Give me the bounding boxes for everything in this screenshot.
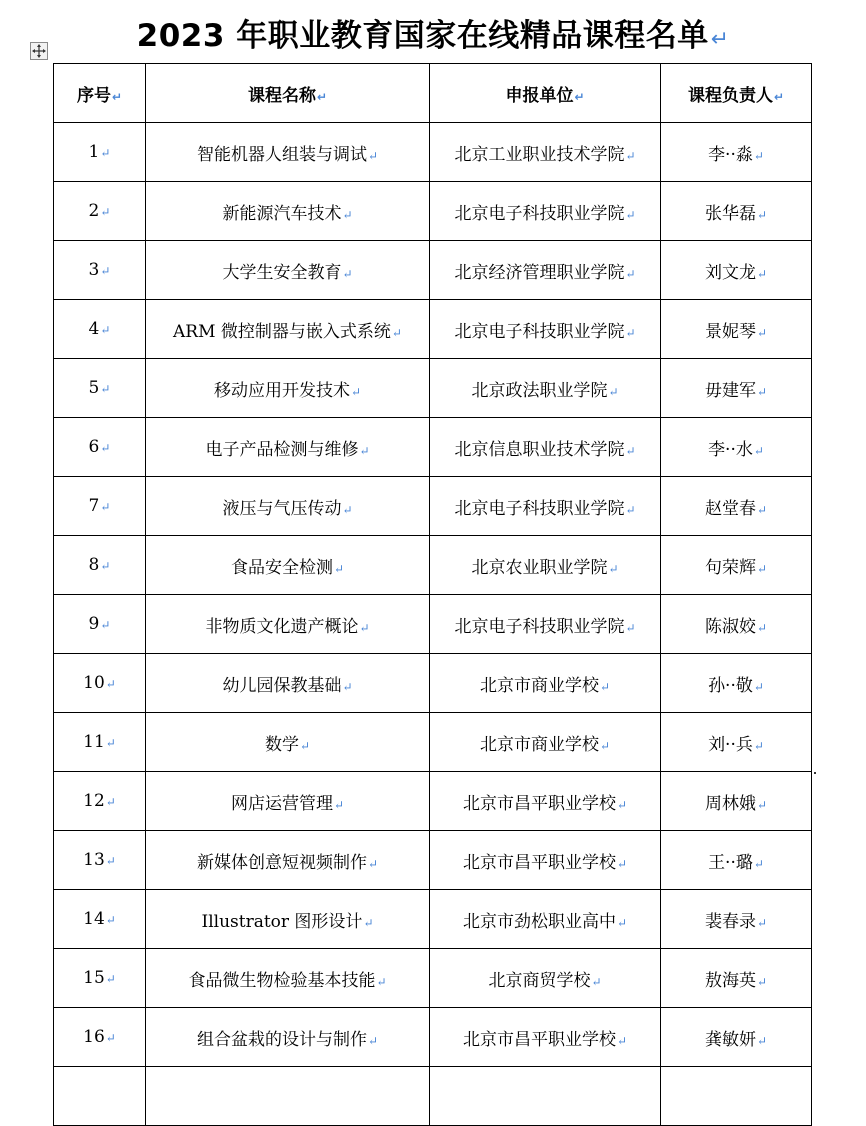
cell-index-text: 10 (83, 673, 105, 693)
cell-owner[interactable] (661, 241, 812, 300)
paragraph-mark-icon: ↵ (625, 148, 636, 163)
cell-index[interactable] (54, 831, 146, 890)
cell-index[interactable] (54, 359, 146, 418)
cell-index-text: 4 (88, 319, 100, 339)
header-owner (661, 64, 812, 123)
cell-owner[interactable] (661, 123, 812, 182)
cell-index-text: 2 (88, 201, 100, 221)
cell-course-text: 数学 (264, 734, 299, 755)
cell-unit-text: 北京市昌平职业学校 (462, 852, 616, 873)
paragraph-mark-icon: ↵ (756, 915, 768, 930)
cell-unit[interactable] (430, 123, 661, 182)
cell-unit-text: 北京电子科技职业学院 (454, 321, 625, 342)
page-title (0, 14, 866, 62)
paragraph-mark-icon: ↵ (100, 264, 111, 278)
cell-unit-text: 北京工业职业技术学院 (454, 144, 625, 165)
cell-owner-text: 景妮琴 (704, 321, 756, 342)
table-row (54, 123, 812, 182)
paragraph-mark-icon: ↵ (100, 441, 111, 455)
table-row (54, 418, 812, 477)
cell-unit[interactable] (430, 772, 661, 831)
cell-unit-text: 北京电子科技职业学院 (454, 203, 625, 224)
table-row (54, 713, 812, 772)
cell-course[interactable] (146, 536, 430, 595)
cell-course-text: 新媒体创意短视频制作 (196, 852, 367, 873)
cell-owner[interactable] (661, 595, 812, 654)
cell-unit-text: 北京电子科技职业学院 (454, 616, 625, 637)
cell-unit[interactable] (430, 477, 661, 536)
table-row (54, 654, 812, 713)
cell-course[interactable] (146, 890, 430, 949)
cell-course-text: 食品微生物检验基本技能 (188, 970, 376, 991)
cell-owner[interactable] (661, 1067, 812, 1126)
paragraph-mark-icon: ↵ (625, 502, 636, 517)
course-table (53, 63, 812, 1126)
cell-unit-text: 北京商贸学校 (488, 970, 591, 991)
cell-owner-text: 赵堂春 (704, 498, 756, 519)
cell-course-text: 组合盆栽的设计与制作 (196, 1029, 367, 1050)
cell-course-text: 非物质文化遗产概论 (205, 616, 359, 637)
cell-owner-text: 张华磊 (704, 203, 756, 224)
paragraph-mark-icon: ↵ (100, 618, 111, 632)
cell-unit[interactable] (430, 241, 661, 300)
table-header-row (54, 64, 812, 123)
cell-course[interactable] (146, 831, 430, 890)
cell-unit-text: 北京政法职业学院 (471, 380, 608, 401)
header-index (54, 64, 146, 123)
cell-index-text: 12 (83, 791, 105, 811)
cell-course-text: 移动应用开发技术 (213, 380, 350, 401)
paragraph-mark-icon: ↵ (625, 443, 636, 458)
cell-owner[interactable] (661, 300, 812, 359)
paragraph-mark-icon: ↵ (756, 384, 768, 399)
cell-course[interactable] (146, 123, 430, 182)
cell-owner[interactable] (661, 477, 812, 536)
cell-index[interactable] (54, 1008, 146, 1067)
cell-owner-text: 裴春录 (704, 911, 756, 932)
paragraph-mark-icon: ↵ (756, 207, 768, 222)
cell-unit-text: 北京市商业学校 (479, 734, 599, 755)
cell-owner-text: 句荣辉 (704, 557, 756, 578)
cell-owner[interactable] (661, 418, 812, 477)
paragraph-mark-icon: ↵ (773, 89, 785, 104)
cell-course[interactable] (146, 1008, 430, 1067)
paragraph-mark-icon: ↵ (753, 738, 764, 753)
cell-index-text: 15 (83, 968, 105, 988)
cell-owner-text: 毋建军 (704, 380, 756, 401)
paragraph-mark-icon: ↵ (616, 856, 628, 871)
header-index-label: 序号 (76, 85, 111, 106)
paragraph-mark-icon: ↵ (591, 974, 602, 989)
cell-index[interactable] (54, 949, 146, 1008)
cell-unit-text: 北京市劲松职业高中 (462, 911, 616, 932)
cell-index-text: 11 (83, 732, 105, 752)
paragraph-mark-icon: ↵ (616, 915, 628, 930)
paragraph-mark-icon: ↵ (105, 854, 116, 868)
paragraph-mark-icon: ↵ (342, 207, 353, 222)
cell-index-text: 9 (88, 614, 100, 634)
cell-course-text: ARM 微控制器与嵌入式系统 (173, 321, 391, 342)
cell-index[interactable] (54, 536, 146, 595)
stray-dot (814, 772, 816, 774)
cell-course-text: Illustrator 图形设计 (201, 911, 363, 932)
cell-course[interactable] (146, 300, 430, 359)
table-row (54, 890, 812, 949)
paragraph-mark-icon: ↵ (376, 974, 387, 989)
paragraph-mark-icon: ↵ (333, 797, 345, 812)
paragraph-mark-icon: ↵ (105, 972, 116, 986)
table-row (54, 1067, 812, 1126)
paragraph-mark-icon: ↵ (753, 443, 764, 458)
paragraph-mark-icon: ↵ (756, 620, 768, 635)
cell-index-text: 8 (88, 555, 100, 575)
cell-unit-text: 北京市昌平职业学校 (462, 793, 616, 814)
cell-unit[interactable] (430, 418, 661, 477)
cell-owner[interactable] (661, 1008, 812, 1067)
table-body (54, 123, 812, 1126)
paragraph-mark-icon: ↵ (342, 679, 353, 694)
paragraph-mark-icon: ↵ (756, 797, 768, 812)
paragraph-mark-icon: ↵ (316, 89, 328, 104)
paragraph-mark-icon: ↵ (616, 797, 628, 812)
paragraph-mark-icon: ↵ (105, 795, 116, 809)
paragraph-mark-icon: ↵ (100, 205, 111, 219)
paragraph-mark-icon: ↵ (574, 89, 585, 104)
cell-owner-text: 李··水 (708, 439, 753, 460)
table-row (54, 359, 812, 418)
cell-owner-text: 李··淼 (708, 144, 753, 165)
cell-index[interactable] (54, 1067, 146, 1126)
cell-unit[interactable] (430, 300, 661, 359)
paragraph-mark-icon: ↵ (342, 266, 353, 281)
cell-owner[interactable] (661, 831, 812, 890)
paragraph-mark-icon: ↵ (333, 561, 345, 576)
cell-index-text: 3 (88, 260, 100, 280)
cell-course[interactable] (146, 654, 430, 713)
paragraph-mark-icon: ↵ (100, 323, 111, 337)
paragraph-mark-icon: ↵ (625, 325, 636, 340)
paragraph-mark-icon: ↵ (100, 146, 111, 160)
cell-index-text: 16 (83, 1027, 105, 1047)
cell-owner[interactable] (661, 713, 812, 772)
paragraph-mark-icon: ↵ (710, 27, 730, 52)
paragraph-mark-icon: ↵ (756, 974, 768, 989)
paragraph-mark-icon: ↵ (599, 679, 611, 694)
cell-owner[interactable] (661, 772, 812, 831)
cell-index[interactable] (54, 300, 146, 359)
table-row (54, 595, 812, 654)
table-row (54, 949, 812, 1008)
cell-index[interactable] (54, 241, 146, 300)
cell-index[interactable] (54, 654, 146, 713)
cell-owner-text: 周林娥 (704, 793, 756, 814)
cell-course-text: 新能源汽车技术 (222, 203, 342, 224)
header-owner-label: 课程负责人 (687, 85, 773, 106)
paragraph-mark-icon: ↵ (608, 384, 619, 399)
cell-unit[interactable] (430, 1008, 661, 1067)
paragraph-mark-icon: ↵ (756, 325, 768, 340)
cell-unit[interactable] (430, 890, 661, 949)
paragraph-mark-icon: ↵ (753, 856, 764, 871)
cell-index[interactable] (54, 123, 146, 182)
cell-index-text: 7 (88, 496, 100, 516)
paragraph-mark-icon: ↵ (100, 559, 111, 573)
cell-unit-text: 北京信息职业技术学院 (454, 439, 625, 460)
paragraph-mark-icon: ↵ (363, 915, 374, 930)
table-row (54, 831, 812, 890)
cell-course-text: 电子产品检测与维修 (205, 439, 359, 460)
table-row (54, 1008, 812, 1067)
cell-index[interactable] (54, 182, 146, 241)
table-row (54, 477, 812, 536)
cell-owner[interactable] (661, 182, 812, 241)
cell-course[interactable] (146, 713, 430, 772)
cell-course[interactable] (146, 949, 430, 1008)
header-course-label: 课程名称 (247, 85, 316, 106)
paragraph-mark-icon: ↵ (105, 736, 116, 750)
cell-owner-text: 刘··兵 (708, 734, 753, 755)
paragraph-mark-icon: ↵ (599, 738, 611, 753)
table-move-handle-icon[interactable] (30, 42, 48, 60)
paragraph-mark-icon: ↵ (616, 1033, 628, 1048)
cell-index[interactable] (54, 595, 146, 654)
cell-owner-text: 龚敏妍 (704, 1029, 756, 1050)
cell-course[interactable] (146, 241, 430, 300)
cell-course-text: 智能机器人组装与调试 (196, 144, 367, 165)
paragraph-mark-icon: ↵ (753, 148, 764, 163)
cell-unit[interactable] (430, 536, 661, 595)
cell-index-text: 13 (83, 850, 105, 870)
header-unit-label: 申报单位 (505, 85, 574, 106)
table-row (54, 182, 812, 241)
cell-course[interactable] (146, 359, 430, 418)
table-row (54, 772, 812, 831)
cell-unit[interactable] (430, 949, 661, 1008)
paragraph-mark-icon: ↵ (100, 382, 111, 396)
cell-index-text: 5 (88, 378, 100, 398)
paragraph-mark-icon: ↵ (342, 502, 353, 517)
cell-owner[interactable] (661, 536, 812, 595)
paragraph-mark-icon: ↵ (359, 620, 370, 635)
paragraph-mark-icon: ↵ (100, 500, 111, 514)
cell-owner-text: 孙··敬 (708, 675, 753, 696)
cell-course-text: 大学生安全教育 (222, 262, 342, 283)
paragraph-mark-icon: ↵ (756, 502, 768, 517)
cell-unit-text: 北京经济管理职业学院 (454, 262, 625, 283)
cell-unit[interactable] (430, 1067, 661, 1126)
cell-unit[interactable] (430, 713, 661, 772)
cell-owner[interactable] (661, 890, 812, 949)
page-title-text: 2023 年职业教育国家在线精品课程名单 (136, 18, 709, 54)
cell-course[interactable] (146, 1067, 430, 1126)
table-row (54, 241, 812, 300)
cell-unit[interactable] (430, 654, 661, 713)
paragraph-mark-icon: ↵ (753, 679, 764, 694)
cell-index-text: 1 (88, 142, 100, 162)
paragraph-mark-icon: ↵ (756, 1033, 768, 1048)
paragraph-mark-icon: ↵ (391, 325, 402, 340)
cell-index[interactable] (54, 477, 146, 536)
cell-index[interactable] (54, 713, 146, 772)
cell-unit-text: 北京电子科技职业学院 (454, 498, 625, 519)
cell-owner-text: 陈淑姣 (704, 616, 756, 637)
paragraph-mark-icon: ↵ (625, 207, 636, 222)
cell-owner-text: 刘文龙 (704, 262, 756, 283)
cell-unit-text: 北京农业职业学院 (471, 557, 608, 578)
paragraph-mark-icon: ↵ (367, 856, 379, 871)
cell-course[interactable] (146, 182, 430, 241)
table-row (54, 300, 812, 359)
paragraph-mark-icon: ↵ (105, 677, 116, 691)
cell-course[interactable] (146, 418, 430, 477)
cell-owner-text: 王··璐 (708, 852, 753, 873)
paragraph-mark-icon: ↵ (105, 1031, 116, 1045)
paragraph-mark-icon: ↵ (299, 738, 311, 753)
header-course (146, 64, 430, 123)
cell-course[interactable] (146, 477, 430, 536)
cell-index-text: 14 (83, 909, 105, 929)
cell-course[interactable] (146, 595, 430, 654)
cell-unit-text: 北京市昌平职业学校 (462, 1029, 616, 1050)
cell-index[interactable] (54, 418, 146, 477)
paragraph-mark-icon: ↵ (367, 148, 379, 163)
cell-unit[interactable] (430, 831, 661, 890)
paragraph-mark-icon: ↵ (756, 266, 768, 281)
paragraph-mark-icon: ↵ (359, 443, 370, 458)
cell-unit-text: 北京市商业学校 (479, 675, 599, 696)
paragraph-mark-icon: ↵ (111, 89, 123, 104)
paragraph-mark-icon: ↵ (105, 913, 116, 927)
paragraph-mark-icon: ↵ (608, 561, 619, 576)
cell-course-text: 幼儿园保教基础 (222, 675, 342, 696)
cell-owner[interactable] (661, 654, 812, 713)
cell-owner[interactable] (661, 949, 812, 1008)
cell-unit[interactable] (430, 359, 661, 418)
header-unit (430, 64, 661, 123)
paragraph-mark-icon: ↵ (367, 1033, 379, 1048)
paragraph-mark-icon: ↵ (350, 384, 362, 399)
cell-index[interactable] (54, 772, 146, 831)
cell-index-text: 6 (88, 437, 100, 457)
cell-owner-text: 敖海英 (704, 970, 756, 991)
cell-course-text: 液压与气压传动 (222, 498, 342, 519)
cell-unit[interactable] (430, 182, 661, 241)
cell-course-text: 网店运营管理 (230, 793, 333, 814)
cell-owner[interactable] (661, 359, 812, 418)
cell-unit[interactable] (430, 595, 661, 654)
cell-index[interactable] (54, 890, 146, 949)
cell-course-text: 食品安全检测 (230, 557, 333, 578)
cell-course[interactable] (146, 772, 430, 831)
table-row (54, 536, 812, 595)
paragraph-mark-icon: ↵ (625, 620, 636, 635)
paragraph-mark-icon: ↵ (625, 266, 636, 281)
paragraph-mark-icon: ↵ (756, 561, 768, 576)
